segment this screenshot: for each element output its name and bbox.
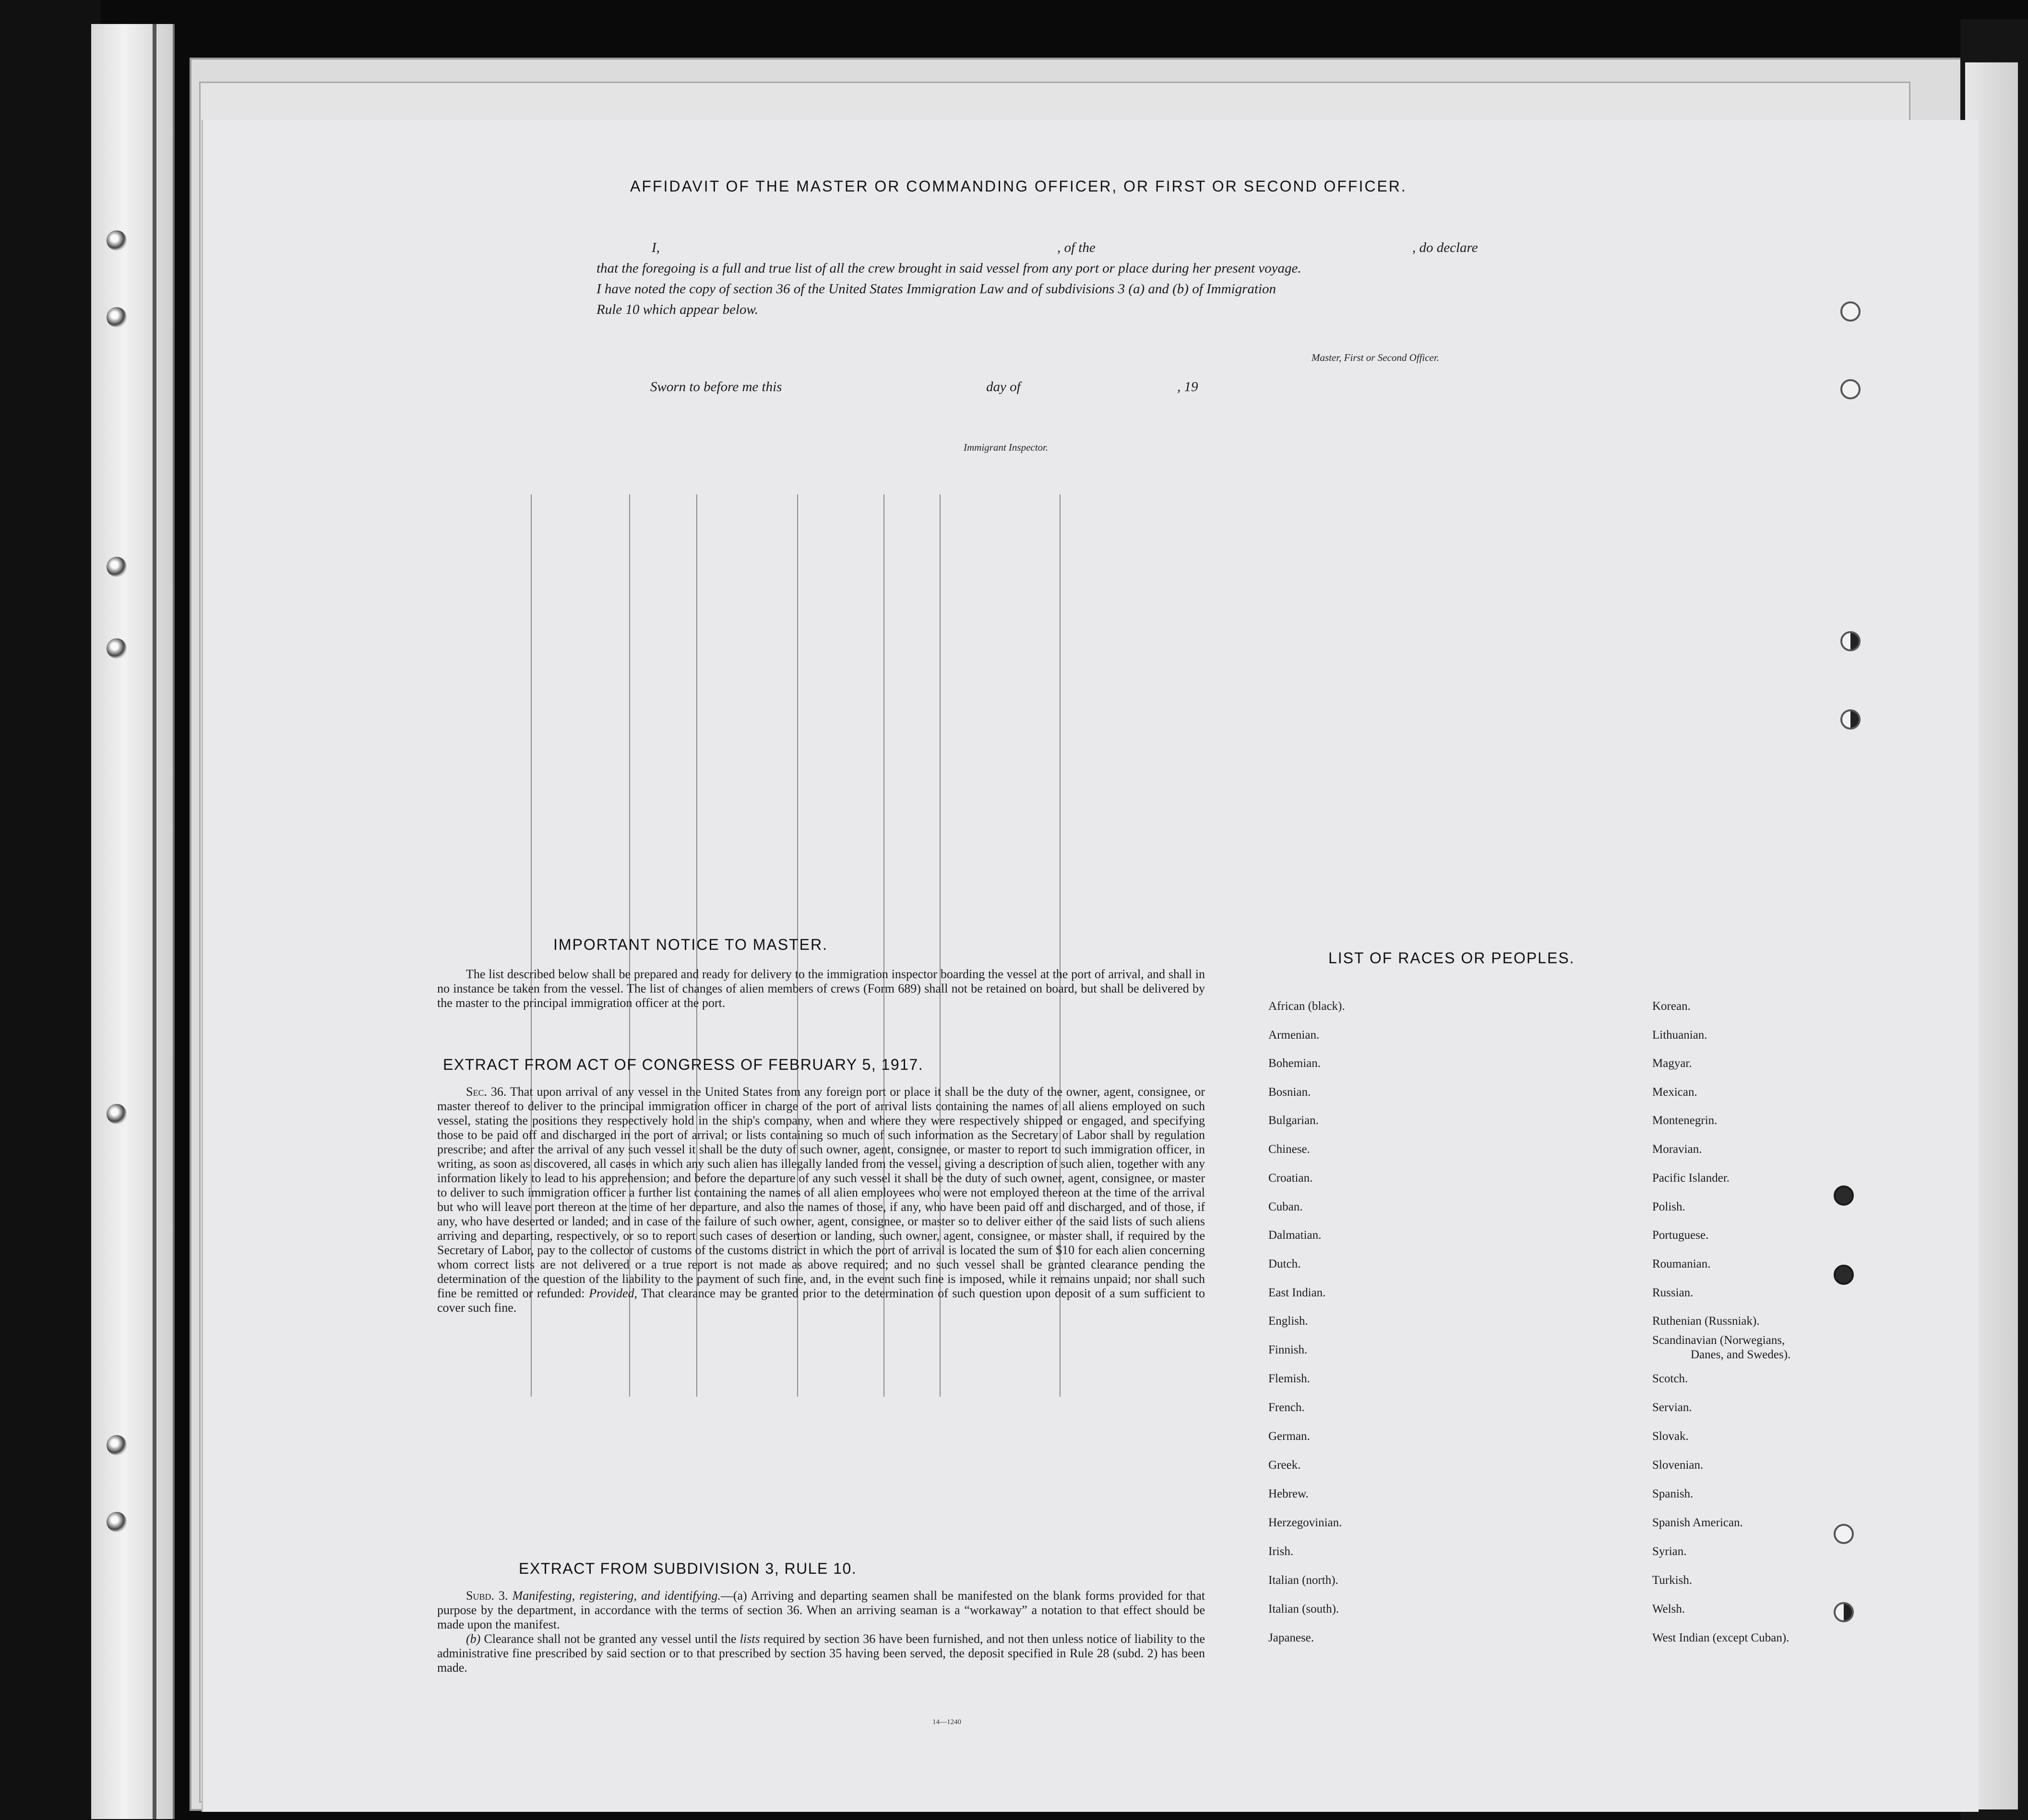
punch-hole-icon xyxy=(1840,301,1861,322)
race-item: Croatian. xyxy=(1268,1172,1313,1185)
rule-title: EXTRACT FROM SUBDIVISION 3, RULE 10. xyxy=(519,1560,857,1577)
notice-paragraph: The list described below shall be prepared and ready for delivery to the immigration inspector boarding the vessel at the port of arrival, and shall in no instance be taken from the vessel. The list of changes of alien members of crews (Form 689) shall not be retained on board, but shall be delivered by the master to the principal immigration officer at the port. xyxy=(437,967,1205,1010)
punch-hole-icon xyxy=(1834,1265,1854,1285)
race-item: German. xyxy=(1268,1430,1310,1443)
subd-label: Subd. 3. xyxy=(466,1589,508,1603)
rule-heading: Manifesting, registering, and identifying. xyxy=(512,1589,721,1603)
rule-paragraph-b xyxy=(437,1632,1205,1675)
rule-part-b-2: required by section 36 have been furnished, and not then unless notice of liability to the administrative fine prescribed by said section or to that prescribed by section 35 having been served, the deposit specified in Rule 28 (subd. 2) has been made. xyxy=(437,1632,1205,1675)
race-item: Portuguese. xyxy=(1652,1229,1709,1242)
race-item: Armenian. xyxy=(1268,1029,1320,1042)
binder-hole-icon xyxy=(107,1104,127,1124)
affidavit-line-4: Rule 10 which appear below. xyxy=(596,302,758,317)
race-item: Japanese. xyxy=(1268,1631,1314,1644)
binder-hole-icon xyxy=(107,1512,127,1532)
race-item: Slovenian. xyxy=(1652,1459,1704,1472)
proviso-word: Provided, xyxy=(589,1286,638,1300)
day-of-text: day of xyxy=(986,379,1021,395)
affidavit-declare: , do declare xyxy=(1412,240,1478,255)
race-item: Spanish. xyxy=(1652,1487,1694,1500)
race-item: West Indian (except Cuban). xyxy=(1652,1631,1789,1644)
race-item: Montenegrin. xyxy=(1652,1114,1718,1127)
binder-hole-icon xyxy=(107,307,127,327)
race-item: Ruthenian (Russniak). xyxy=(1652,1315,1760,1328)
race-item: Herzegovinian. xyxy=(1268,1516,1342,1529)
binder-strip xyxy=(91,24,175,1819)
race-item: Welsh. xyxy=(1652,1603,1685,1616)
rule-text xyxy=(437,1589,1205,1675)
year-text: , 19 xyxy=(1177,379,1198,395)
act-text xyxy=(437,1085,1205,1315)
sworn-text: Sworn to before me this xyxy=(650,379,782,395)
race-item: Dutch. xyxy=(1268,1257,1301,1270)
binder-hole-icon xyxy=(107,557,127,577)
affidavit-line-2: that the foregoing is a full and true list of all the crew brought in said vessel from any port or place during her present voyage. xyxy=(596,261,1301,276)
race-item: Russian. xyxy=(1652,1286,1694,1299)
race-item: Hebrew. xyxy=(1268,1487,1309,1500)
race-item: Irish. xyxy=(1268,1545,1294,1558)
affidavit-line-3: I have noted the copy of section 36 of the United States Immigration Law and of subdivisions 3 (a) and (b) of Immigration xyxy=(596,281,1276,297)
punch-hole-icon xyxy=(1840,379,1861,399)
race-item: French. xyxy=(1268,1401,1305,1414)
race-item: Italian (south). xyxy=(1268,1603,1339,1616)
punch-hole-icon xyxy=(1834,1185,1854,1206)
race-item: Slovak. xyxy=(1652,1430,1689,1443)
race-item: Greek. xyxy=(1268,1459,1301,1472)
punch-hole-icon xyxy=(1834,1524,1854,1544)
race-item: Syrian. xyxy=(1652,1545,1687,1558)
form-page xyxy=(202,120,1979,1812)
rule-part-a: —(a) Arriving and departing seamen shall be manifested on the blank forms provided for that purpose by the department, in accordance with the terms of section 36. When an arriving seaman is a “workaway” a notation to that effect should be made upon the manifest. xyxy=(437,1589,1205,1631)
form-code: 14—1240 xyxy=(932,1718,961,1726)
race-item: Roumanian. xyxy=(1652,1257,1711,1270)
race-item: Bohemian. xyxy=(1268,1057,1321,1070)
race-item: English. xyxy=(1268,1315,1308,1328)
race-item: Pacific Islander. xyxy=(1652,1172,1730,1185)
race-item: Finnish. xyxy=(1268,1343,1308,1356)
scan-border-left xyxy=(0,0,101,1820)
affidavit-of-the: , of the xyxy=(1057,240,1096,255)
race-item: Moravian. xyxy=(1652,1143,1702,1156)
rule-part-b-1: Clearance shall not be granted any vessel until the xyxy=(484,1632,737,1646)
race-item: Scandinavian (Norwegians, xyxy=(1652,1334,1785,1347)
binder-rail xyxy=(153,24,156,1819)
race-item: Bosnian. xyxy=(1268,1086,1311,1099)
inspector-label: Immigrant Inspector. xyxy=(964,442,1049,453)
race-item: Mexican. xyxy=(1652,1086,1697,1099)
race-item: Chinese. xyxy=(1268,1143,1310,1156)
master-signature-label: Master, First or Second Officer. xyxy=(1312,352,1439,363)
race-item: Bulgarian. xyxy=(1268,1114,1319,1127)
punch-hole-icon xyxy=(1840,709,1861,730)
act-title: EXTRACT FROM ACT OF CONGRESS OF FEBRUARY 5, 1917. xyxy=(443,1056,924,1073)
race-item: Danes, and Swedes). xyxy=(1691,1348,1791,1361)
punch-hole-icon xyxy=(1840,631,1861,651)
affidavit-title: AFFIDAVIT OF THE MASTER OR COMMANDING OFFICER, OR FIRST OR SECOND OFFICER. xyxy=(630,178,1407,195)
race-item: Servian. xyxy=(1652,1401,1692,1414)
binder-hole-icon xyxy=(107,1435,127,1455)
race-item: Lithuanian. xyxy=(1652,1029,1707,1042)
sec-label: Sec. 36. xyxy=(466,1085,507,1099)
binder-hole-icon xyxy=(107,638,127,659)
race-item: Polish. xyxy=(1652,1200,1685,1213)
notice-text xyxy=(437,967,1205,1010)
act-body: That upon arrival of any vessel in the United States from any foreign port or place it shall be the duty of the owner, agent, consignee, or master thereof to deliver to the principal immigration officer in charge of the port of arrival lists containing the names of all aliens employed on such vessel, stating the positions they respectively hold in the ship's company, when and where they were respectively shipped or engaged, and specifying those to be paid off and discharged in the port of arrival; or lists containing so much of such information as the Secretary of Labor shall by regulation prescribe; and after the arrival of any such vessel it shall be the duty of such owner, agent, consignee, or master to report to such immigration officer, in writing, as soon as discovered, all cases in which any such alien has illegally landed from the vessel, giving a description of such alien, together with any information likely to lead to his apprehension; and before the departure of any such vessel it shall be the duty of such owner, agent, consignee, or master to deliver to such immigration officer a further list containing the names of all alien employees who were not employed thereon at the time of the arrival but who will leave port thereon at the time of her departure, and also the names of those, if any, who have been paid off and discharged, and of those, if any, who have deserted or landed; and in case of the failure of such owner, agent, consignee, or master so to deliver either of the said lists of such aliens arriving and departing, respectively, or so to report such cases of desertion or landing, such owner, agent, consignee, or master shall, if required by the Secretary of Labor, pay to the collector of customs of the customs district in which the port of arrival is located the sum of $10 for each alien concerning whom correct lists are not delivered or a true report is not made as above required; and no such vessel shall be granted clearance pending the determination of the question of the liability to the payment of such fine, and, in the event such fine is imposed, while it remains unpaid; nor shall such fine be remitted or refunded: xyxy=(437,1085,1205,1300)
race-item: Cuban. xyxy=(1268,1200,1303,1213)
race-item: Scotch. xyxy=(1652,1372,1688,1385)
binder-hole-icon xyxy=(107,230,127,251)
affidavit-i: I, xyxy=(652,240,660,255)
race-item: Flemish. xyxy=(1268,1372,1310,1385)
race-item: Korean. xyxy=(1652,1000,1691,1013)
race-item: Spanish American. xyxy=(1652,1516,1743,1529)
act-paragraph xyxy=(437,1085,1205,1315)
punch-hole-icon xyxy=(1834,1602,1854,1622)
proviso-text: That clearance may be granted prior to the determination of such question upon deposit of a sum sufficient to cover such fine. xyxy=(437,1286,1205,1315)
lists-word: lists xyxy=(740,1632,760,1646)
notice-title: IMPORTANT NOTICE TO MASTER. xyxy=(553,936,828,953)
race-item: East Indian. xyxy=(1268,1286,1326,1299)
race-item: Magyar. xyxy=(1652,1057,1692,1070)
race-item: African (black). xyxy=(1268,1000,1345,1013)
rule-paragraph-a xyxy=(437,1589,1205,1632)
race-item: Italian (north). xyxy=(1268,1574,1338,1587)
race-item: Dalmatian. xyxy=(1268,1229,1322,1242)
races-title: LIST OF RACES OR PEOPLES. xyxy=(1328,949,1575,967)
part-b-label: (b) xyxy=(466,1632,481,1646)
race-item: Turkish. xyxy=(1652,1574,1693,1587)
